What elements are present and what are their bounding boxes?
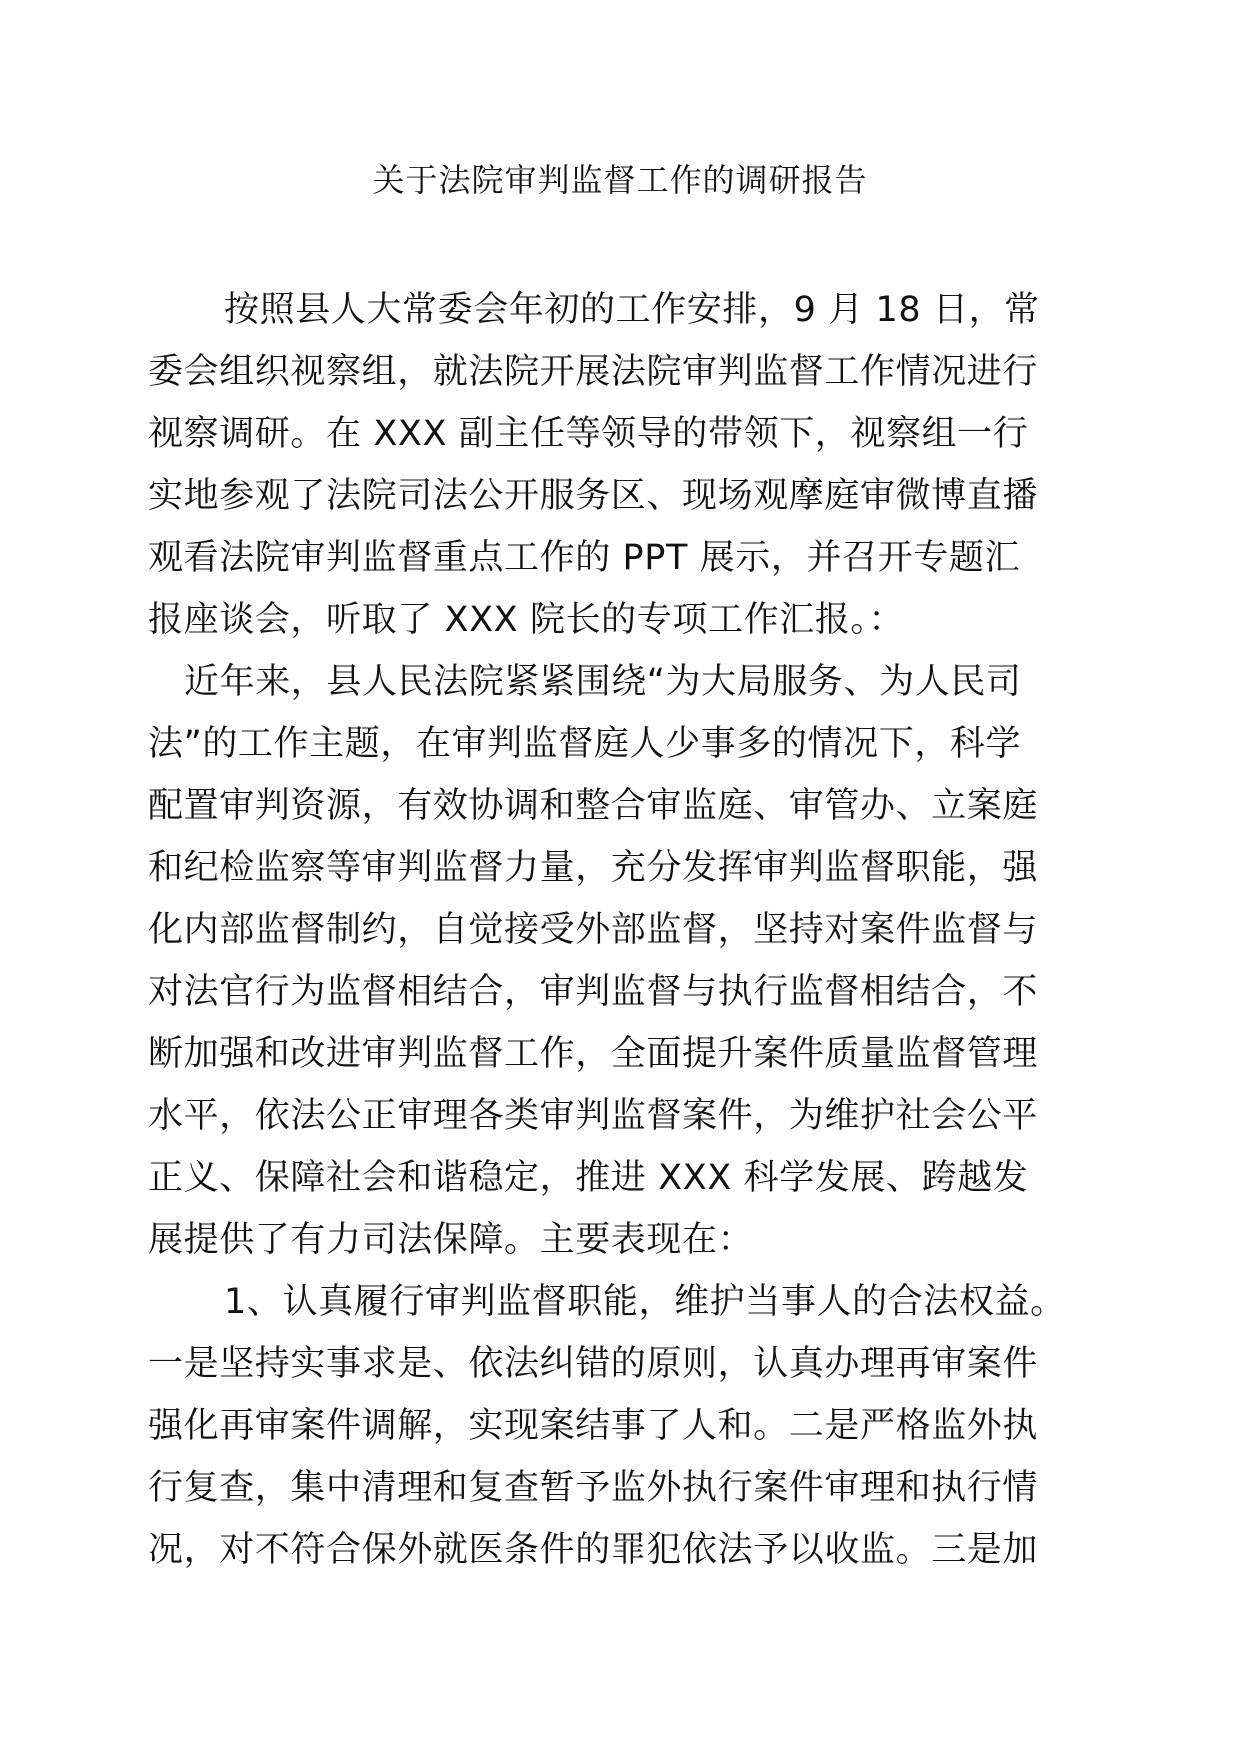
body-line: 对法官行为监督相结合，审判监督与执行监督相结合，不 [148, 972, 1039, 1012]
body-line: 断加强和改进审判监督工作，全面提升案件质量监督管理 [148, 1034, 1039, 1074]
body-line: 化内部监督制约，自觉接受外部监督，坚持对案件监督与 [148, 910, 1039, 950]
body-line: 行复查，集中清理和复查暂予监外执行案件审理和执行情 [148, 1468, 1039, 1508]
body-line: 观看法院审判监督重点工作的 PPT 展示，并召开专题汇 [148, 538, 1021, 578]
body-line: 和纪检监察等审判监督力量，充分发挥审判监督职能，强 [148, 848, 1039, 888]
body-line: 一是坚持实事求是、依法纠错的原则，认真办理再审案件 [148, 1344, 1039, 1384]
body-line: 正义、保障社会和谐稳定，推进 XXX 科学发展、跨越发 [148, 1158, 1029, 1198]
body-line: 水平，依法公正审理各类审判监督案件，为维护社会公平 [148, 1096, 1039, 1136]
body-line: 实地参观了法院司法公开服务区、现场观摩庭审微博直播 [148, 476, 1039, 516]
body-line: 视察调研。在 XXX 副主任等领导的带领下，视察组一行 [148, 414, 1029, 454]
body-line: 报座谈会，听取了 XXX 院长的专项工作汇报。： [148, 600, 905, 640]
body-line: 强化再审案件调解，实现案结事了人和。二是严格监外执 [148, 1406, 1039, 1446]
body-line: 近年来，县人民法院紧紧围绕“为大局服务、为人民司 [184, 662, 1022, 702]
body-line: 配置审判资源，有效协调和整合审监庭、审管办、立案庭 [148, 786, 1039, 826]
document-body [148, 279, 1096, 1581]
body-line: 况，对不符合保外就医条件的罪犯依法予以收监。三是加 [148, 1530, 1039, 1570]
document-title: 关于法院审判监督工作的调研报告 [372, 161, 868, 199]
body-line: 委会组织视察组，就法院开展法院审判监督工作情况进行 [148, 352, 1039, 392]
body-line: 法”的工作主题，在审判监督庭人少事多的情况下，科学 [148, 724, 1022, 764]
body-line: 按照县人大常委会年初的工作安排，9 月 18 日，常 [224, 290, 1040, 330]
body-line: 展提供了有力司法保障。主要表现在： [148, 1220, 754, 1260]
body-line: 1、认真履行审判监督职能，维护当事人的合法权益。 [224, 1282, 1066, 1322]
